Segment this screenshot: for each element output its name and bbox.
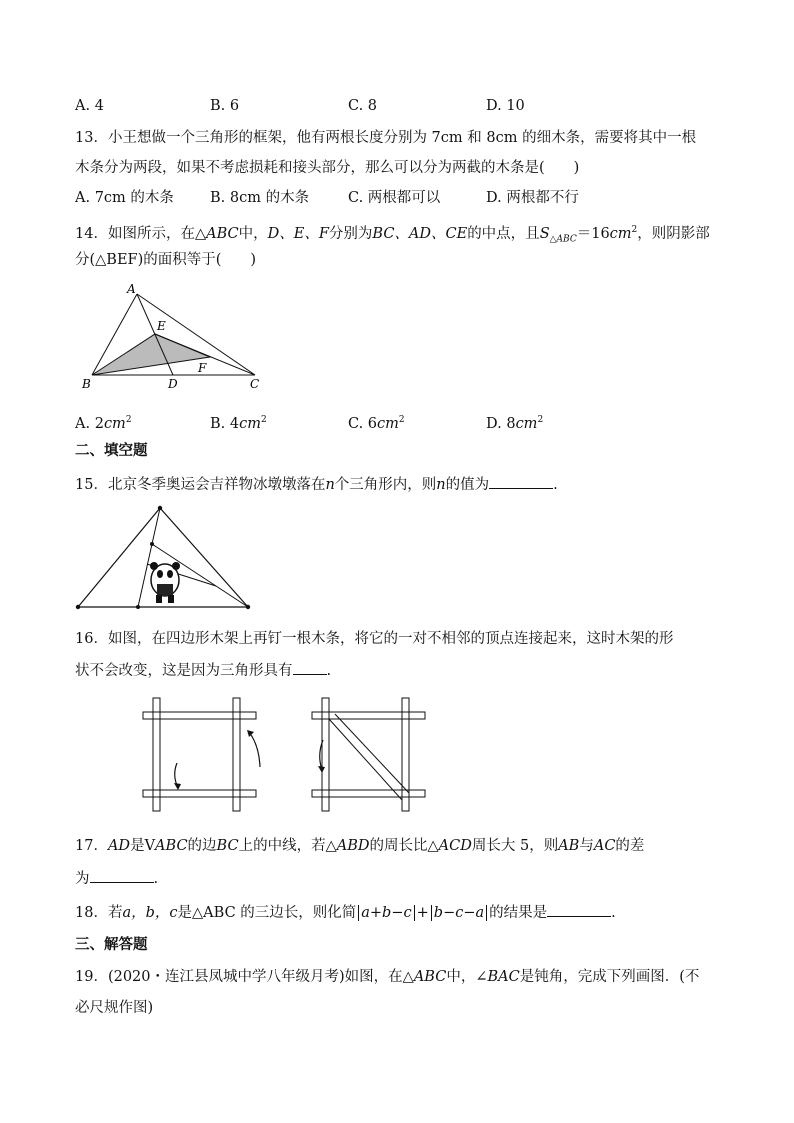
q13-option-c: C. 两根都可以 <box>348 190 441 206</box>
q19-line2: 必尺规作图) <box>75 1000 154 1016</box>
label-f: F <box>198 361 207 375</box>
q16-line1: 16．如图，在四边形木架上再钉一根木条，将它的一对不相邻的顶点连接起来，这时木架的形 <box>75 631 674 647</box>
label-b: B <box>82 377 91 391</box>
q12-option-c: C. 8 <box>348 98 378 114</box>
q13-option-a: A. 7cm 的木条 <box>75 190 174 206</box>
q15-text: 15．北京冬季奥运会吉祥物冰墩墩落在n个三角形内，则n的值为 . <box>75 474 558 495</box>
q14-option-d: D. $8cm^2$ <box>486 415 544 432</box>
square-frame-right <box>312 698 425 811</box>
q17-line2: 为 . <box>75 868 158 889</box>
q13-option-d: D. 两根都不行 <box>486 190 579 206</box>
q16-line2: 状不会改变，这是因为三角形具有 . <box>75 660 331 681</box>
shaded-triangle-bef <box>92 334 210 375</box>
q19-line1: 19．(2020・连江县凤城中学八年级月考)如图，在△ABC中，∠BAC是钝角，完成下列画图．(不 <box>75 969 700 985</box>
label-e: E <box>157 319 166 333</box>
q14-option-a: A. $2cm^2$ <box>75 415 132 432</box>
q18-answer-blank[interactable] <box>547 902 611 917</box>
abs-expression-1: a+b−c <box>358 905 414 921</box>
abs-expression-2: b−c−a <box>431 905 487 921</box>
square-frame-left <box>143 698 256 811</box>
section-heading-fill-in: 二、填空题 <box>75 442 148 459</box>
q15-answer-blank[interactable] <box>489 474 553 489</box>
q18-text: 18．若a，b，c是△ABC 的三边长，则化简 a+b−c + b−c−a 的结果是 . <box>75 902 616 923</box>
section-heading-answer: 三、解答题 <box>75 936 148 953</box>
label-d: D <box>168 377 178 391</box>
label-a: A <box>127 282 136 296</box>
q16-answer-blank[interactable] <box>293 660 327 675</box>
q12-option-d: D. 10 <box>486 98 525 114</box>
q14-line1: 14．如图所示，在△ABC中，D、E、F分别为BC、AD、CE的中点，且$S_{\triangle ABC}=16cm^2$，则阴影部 <box>75 225 710 245</box>
q16-wooden-frames-diagram <box>135 690 435 820</box>
arrow-down-icon <box>320 740 323 770</box>
q13-line2: 木条分为两段，如果不考虑损耗和接头部分，那么可以分为两截的木条是( ) <box>75 160 580 176</box>
q14-line2: 分(△BEF)的面积等于( ) <box>75 252 257 268</box>
q14-option-c: C. $6cm^2$ <box>348 415 405 432</box>
q17-line1: 17．AD是VABC的边BC上的中线，若△ABD的周长比△ACD周长大 5，则AB与AC的差 <box>75 838 645 854</box>
q12-option-b: B. 6 <box>210 98 240 114</box>
q13-option-b: B. 8cm 的木条 <box>210 190 310 206</box>
q13-line1: 13．小王想做一个三角形的框架，他有两根长度分别为 7cm 和 8cm 的细木条，需要将其中一根 <box>75 130 697 146</box>
label-c: C <box>250 377 260 391</box>
q14-triangle-diagram <box>80 282 270 392</box>
arrow-up-right-icon <box>249 732 260 767</box>
q15-triangles-diagram <box>72 500 257 615</box>
mascot-bing-dwen-dwen-icon <box>150 562 180 603</box>
q14-option-b: B. $4cm^2$ <box>210 415 267 432</box>
q17-answer-blank[interactable] <box>90 868 154 883</box>
q12-option-a: A. 4 <box>75 98 104 114</box>
